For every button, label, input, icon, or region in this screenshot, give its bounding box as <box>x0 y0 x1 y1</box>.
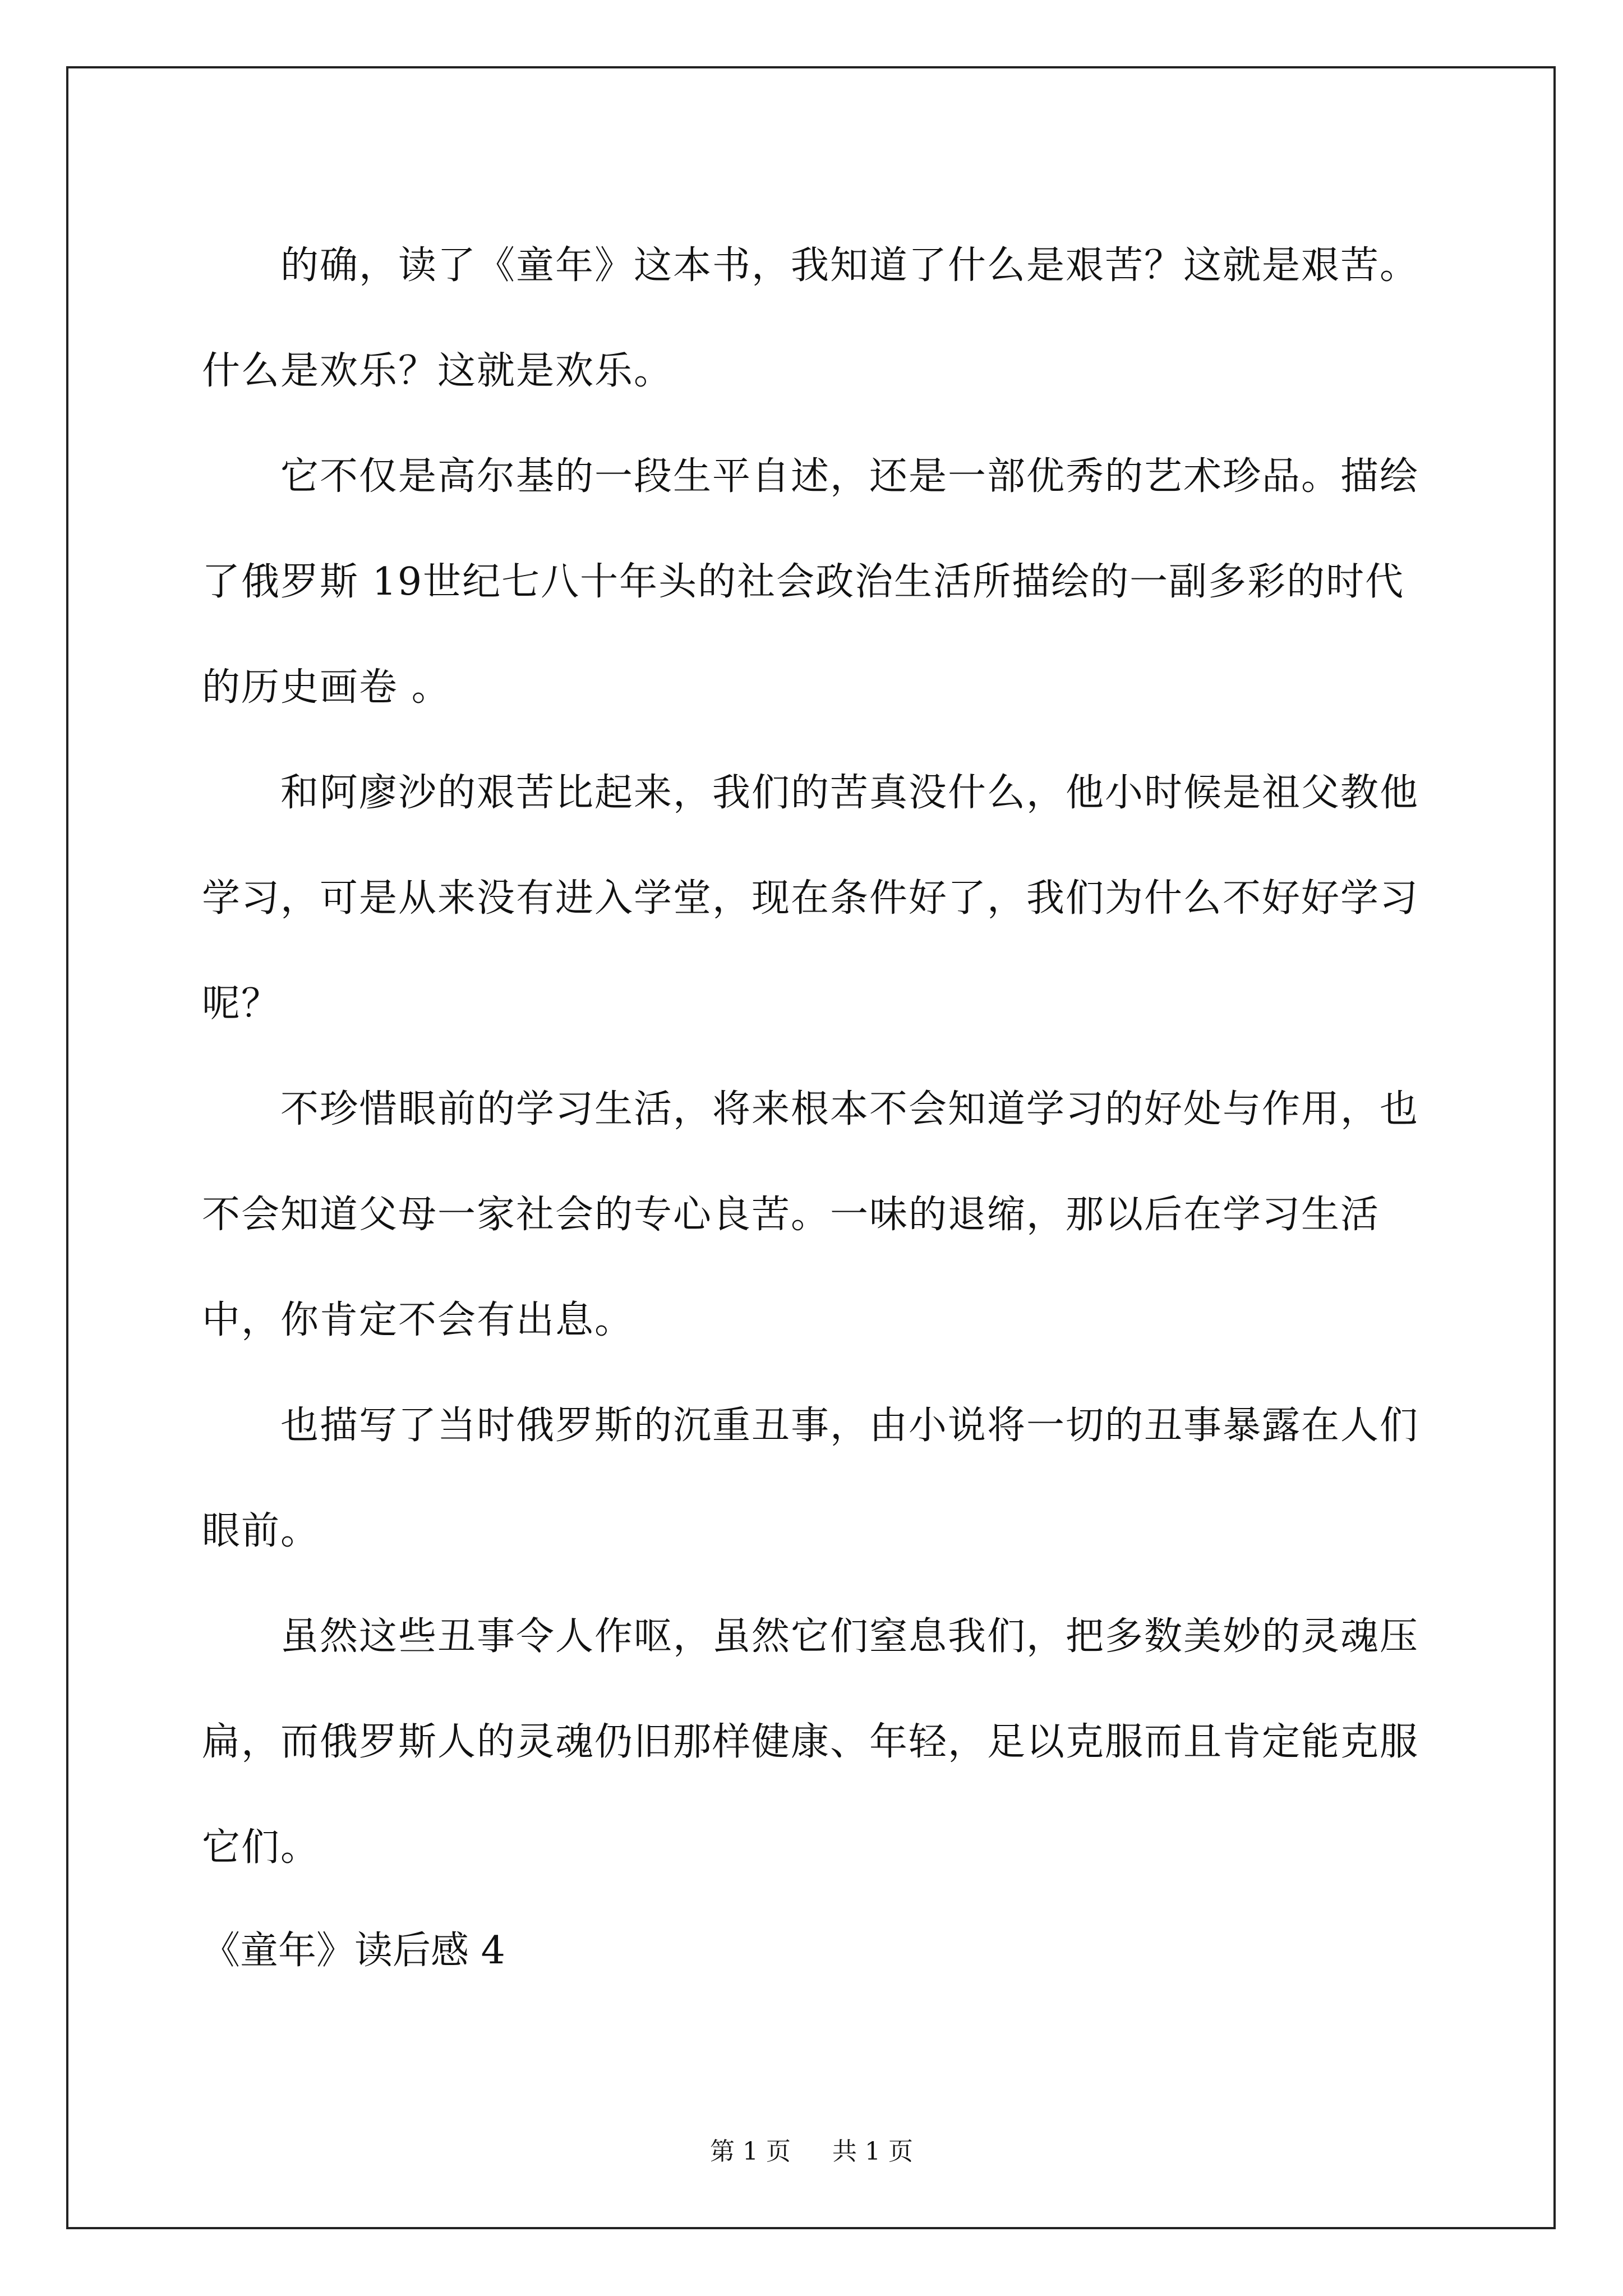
page-number: 第 1 页 <box>710 2137 791 2166</box>
page-footer <box>0 2135 1623 2169</box>
paragraph: 的确，读了《童年》这本书，我知道了什么是艰苦？这就是艰苦。什么是欢乐？这就是欢乐。 <box>202 243 1419 393</box>
paragraph: 和阿廖沙的艰苦比起来，我们的苦真没什么，他小时候是祖父教他学习，可是从来没有进入学堂，现在条件好了，我们为什么不好好学习呢？ <box>202 771 1419 1026</box>
section-heading: 《童年》读后感 4 <box>202 1929 505 1973</box>
paragraph: 也描写了当时俄罗斯的沉重丑事，由小说将一切的丑事暴露在人们眼前。 <box>202 1404 1419 1553</box>
page-total: 共 1 页 <box>832 2137 913 2166</box>
paragraph: 不珍惜眼前的学习生活，将来根本不会知道学习的好处与作用，也不会知道父母一家社会的专心良苦。一味的退缩，那以后在学习生活中，你肯定不会有出息。 <box>202 1087 1419 1342</box>
document-body <box>202 213 1436 1901</box>
paragraph: 它不仅是高尔基的一段生平自述，还是一部优秀的艺术珍品。描绘了俄罗斯 19世纪七八十年头的社会政治生活所描绘的一副多彩的时代的历史画卷 。 <box>202 454 1419 710</box>
paragraph: 虽然这些丑事令人作呕，虽然它们窒息我们，把多数美妙的灵魂压扁，而俄罗斯人的灵魂仍旧那样健康、年轻，足以克服而且肯定能克服它们。 <box>202 1614 1419 1870</box>
